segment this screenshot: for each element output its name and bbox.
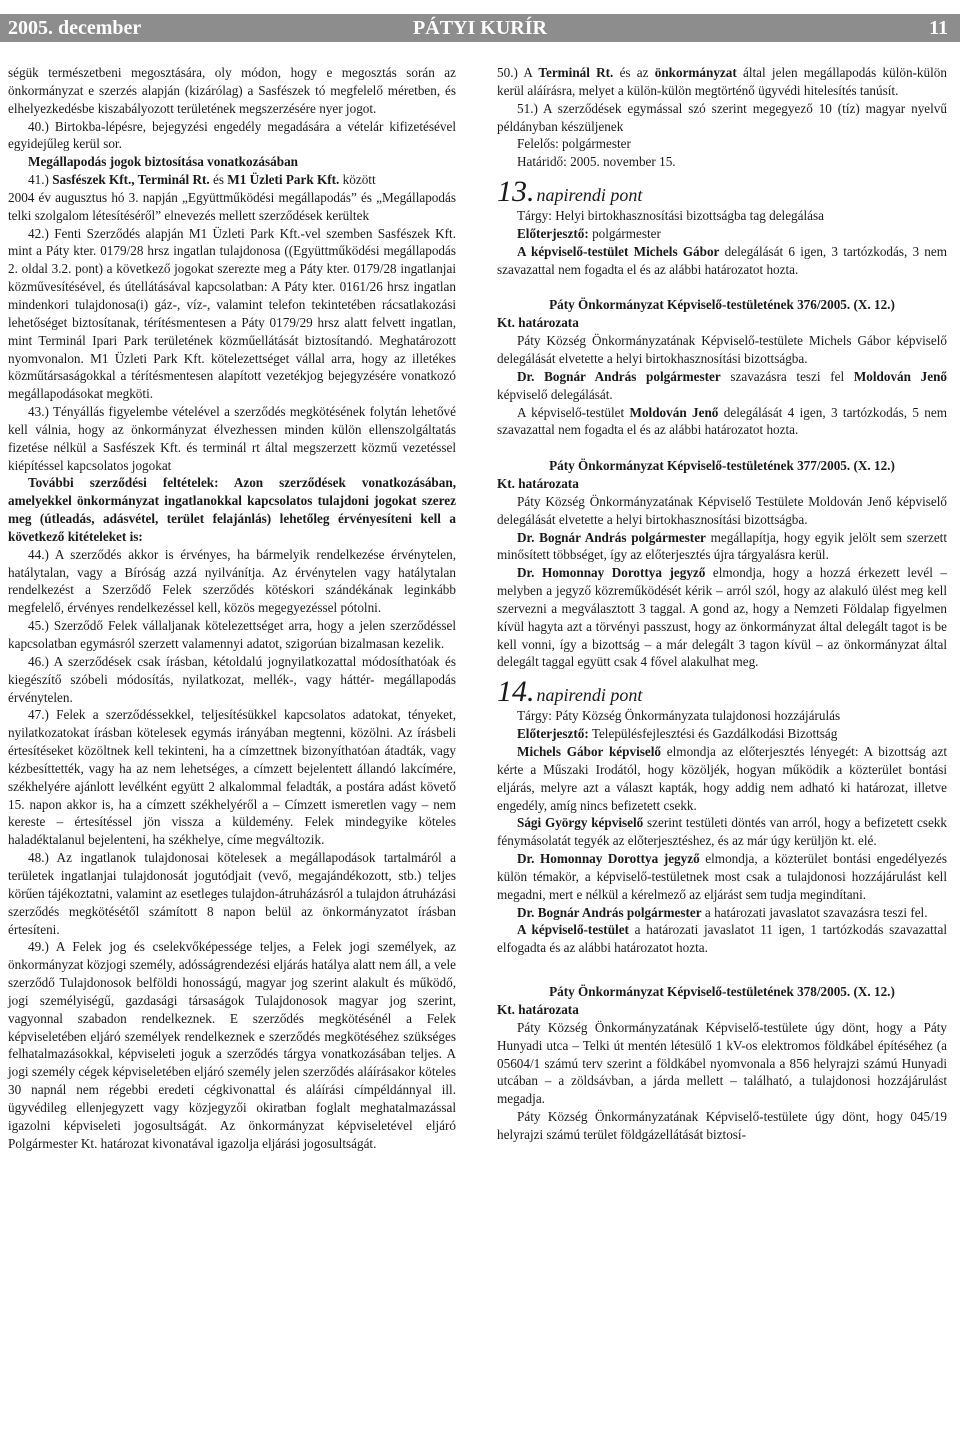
paragraph: 46.) A szerződések csak írásban, kétoldalú jognyilatkozattal módosíthatóak és kiegészítő szóbeli módosítás, nyilatkozat, mellék-, vagy háttér- megállapodás érvénytelen. xyxy=(8,653,456,705)
paragraph: 40.) Birtokba-lépésre, bejegyzési engedély megadására a vételár kifizetésével egyidejűleg kerül sor. xyxy=(8,118,456,152)
agenda-heading xyxy=(497,177,947,207)
paragraph: 42.) Fenti Szerződés alapján M1 Üzleti Park Kft.-vel szemben Sasfészek Kft. mint a Páty kter. 0179/28 hrsz ingatlan tulajdonosa ((Együttműködési megállapodás 2. oldal 3.2. pont) a következő jogokat szerezte meg a Páty kter. 0179/28 ingatlanjai közművesítésével, és útellátásával kapcsolatban: A Páty kter. 0161/26 hrsz ingatlan mindenkori tulajdonosa(i) gáz-, víz-, valamint telefon tekintetében rácsatlakozási lehetőséget biztosítanak, térítésmentesen a Páty 0179/29 hrsz alatt felvett ingatlan, mint Terminál Ipari Park területének közműellátását biztosítandó. Meghatározott nyomvonalon. M1 Üzleti Park Kft. kötelezettséget vállal arra, hogy az illetékes közműtársaságokkal a térítésmentesen alapított vezetékjog bejegyzésére vonatkozó megállapodásokat megköti. xyxy=(8,225,456,402)
text-run: 41.) xyxy=(28,172,53,188)
paragraph: 51.) A szerződések egymással szó szerint megegyező 10 (tíz) magyar nyelvű példányban készüljenek xyxy=(497,100,947,134)
paragraph xyxy=(497,368,947,404)
paragraph: Tárgy: Páty Község Önkormányzata tulajdonosi hozzájárulás xyxy=(517,708,841,724)
agenda-label: napirendi pont xyxy=(536,185,643,206)
text-run: között xyxy=(339,172,376,188)
text-run: M1 Üzleti Park Kft. xyxy=(227,172,340,188)
text-run: elmondja az előterjesztés lényegét: A bizottság azt kérte a Műszaki Irodától, hogy közöljék, hogyan működik a közterület bontási eljárás, melyre azt a választ kapták, hogy addig nem adható ki határozat, illetve engedély, amíg nincs befizetett csekk. xyxy=(497,744,947,813)
paragraph xyxy=(497,225,947,243)
paragraph: Tárgy: Helyi birtokhasznosítási bizottságba tag delegálása xyxy=(517,208,825,224)
text-run: és xyxy=(209,172,228,188)
paragraph xyxy=(497,564,947,671)
paragraph: ségük természetbeni megosztására, oly módon, hogy e megosztás során az önkormányzat e szerzés alapján (kizárólag) a Sasfészek tó megfelelő méretben, és elhelyezkedésbe kiszabályozott területének megszerzésére nyer jogot. xyxy=(8,65,456,116)
page-number: 11 xyxy=(929,17,948,39)
agenda-heading xyxy=(497,677,947,707)
paragraph: 49.) A Felek jog és cselekvőképessége teljes, a Felek jogi személyek, az önkormányzat közjogi személy, adósságrendezési eljárás hatálya alatt nem áll, a vele szerződő Tulajdonosok belföldi honosságú, magyar jog szerint alakult és működő, jogi személyiségű, gazdasági társaságok Tulajdonosok magyar jog szerint, vagyonnal szabadon rendelkeznek. E szerződés megkötésénél a Felek képviseletében eljáró személyek rendelkeznek e szerződés megkötéséhez szükséges felhatalmazásokkal, képviseleti joguk a szerződés tárgya vonatkozásában teljes. A jogi személy cégek képviseletében eljáró személy jelen szerződés aláírásakor köteles 30 napnál nem régebbi eredeti cégkivonattal és aláírási címpéldánnyal ill. ügyvédileg ellenjegyzett vagy közjegyzői okiratban foglalt meghatalmazással igazolni képviseleti jogosultságát. Az önkormányzat képviseletével eljáró Polgármester Kt. határozat kivonatával igazolja eljárási jogosultságát. xyxy=(8,939,456,1151)
text-run: Michels Gábor képviselő xyxy=(517,744,661,759)
text-run: a határozati javaslatot szavazásra teszi fel. xyxy=(701,904,928,920)
paragraph xyxy=(8,171,456,189)
text-run: polgármester xyxy=(588,225,661,241)
text-run: Településfejlesztési és Gazdálkodási Bizottság xyxy=(588,726,838,742)
paragraph: Páty Község Önkormányzatának Képviselő-testülete Michels Gábor képviselő delegálását elvetette a helyi birtokhasznosítási bizottságba. xyxy=(497,333,947,366)
text-run: A képviselő-testület Michels Gábor xyxy=(517,243,720,259)
paragraph: 2004 év augusztus hó 3. napján „Együttműködési megállapodás” és „Megállapodás telki szolgalom létesítéséről” elnevezés mellett szerződések kerültek xyxy=(8,189,456,223)
text-run: delegálását 4 igen, 3 tartózkodás, 5 nem szavazattal nem fogadta el és az alábbi határozatot hozta. xyxy=(497,404,947,438)
text-run: képviselő delegálását. xyxy=(497,386,613,402)
paragraph xyxy=(497,904,947,922)
page-header xyxy=(0,0,960,44)
paragraph: Kt. határozata xyxy=(497,315,579,331)
text-run: Moldován Jenő xyxy=(629,404,719,420)
paragraph xyxy=(497,743,947,814)
paragraph: 45.) Szerződő Felek vállaljanak kötelezettséget arra, hogy a jelen szerződéssel kapcsolatban egymásról szerzett valamennyi adatot, szigorúan bizalmasan kezelik. xyxy=(8,618,456,651)
paragraph xyxy=(497,921,947,957)
paragraph: További szerződési feltételek: Azon szerződések vonatkozásában, amelyekkel önkormányzat ingatlanokkal kapcsolatos tulajdoni jogokat szerez meg (útleadás, adásvétel, terület felajánlás) lehetőleg érvényesíteni kell a következő kitételeket is: xyxy=(8,475,456,544)
text-run: Dr. Homonnay Dorottya jegyző xyxy=(517,851,700,867)
paragraph xyxy=(497,529,947,565)
right-column xyxy=(497,64,947,1144)
spacer xyxy=(497,957,947,983)
text-run: Előterjesztő: xyxy=(517,225,589,241)
text-run: delegálását 6 igen, 3 tartózkodás, 3 nem szavazattal nem fogadta el és az alábbi határozatot hozta. xyxy=(497,243,947,277)
paragraph xyxy=(497,243,947,279)
paragraph: Páty Önkormányzat Képviselő-testületének 376/2005. (X. 12.) xyxy=(549,297,895,313)
text-run: megállapítja, hogy egyik jelölt sem szerzett minősített többséget, így az előterjesztés újra tárgyalásra kerül. xyxy=(497,529,947,563)
text-run: szerint testületi döntés van arról, hogy a befizetett csekk fénymásolatát tegyék az előterjesztéshez, és az már úgy kerüljön kt. elé. xyxy=(497,815,947,849)
paragraph: 48.) Az ingatlanok tulajdonosai kötelesek a megállapodások tartalmáról a területek ingatlanjai tulajdonosát jogutódjait (vevő, megajándékozott, stb.) teljes körűen tájékoztatni, valamint az esetleges tulajdon-átruházásról a tulajdon átruházási szerződés megkötésétől számított 8 napon belül az önkormányzatot írásban értesíteni. xyxy=(8,850,456,937)
text-run: által jelen megállapodás külön-külön kerül aláírásra, melyet a külön-külön megtörténő ügyvédi hitelesítés tanúsít. xyxy=(497,65,947,98)
spacer xyxy=(497,278,947,296)
text-run: Előterjesztő: xyxy=(517,726,589,742)
text-run: Dr. Bognár András polgármester xyxy=(517,368,721,384)
text-run: A képviselő-testület xyxy=(517,922,629,938)
paragraph xyxy=(497,850,947,904)
text-run: Dr. Homonnay Dorottya jegyző xyxy=(517,565,706,581)
left-column xyxy=(8,64,456,1152)
text-run: Sasfészek Kft., Terminál Rt. xyxy=(52,172,210,188)
text-run: a határozati javaslatot 11 igen, 1 tartózkodás szavazattal elfogadta és az alábbi határozatot hozta. xyxy=(497,922,947,956)
paragraph: 44.) A szerződés akkor is érvényes, ha bármelyik rendelkezése érvénytelen, hatálytalan, vagy a Bíróság azzá nyilvánítja. Az érvénytelen vagy hatálytalan rendelkezést a Szerződő Felek szerződés kötéskori szándékának leginkább megfelelő, érvényes rendelkezéssel kell, közös megegyezéssel pótolni. xyxy=(8,546,456,616)
spacer xyxy=(497,439,947,457)
agenda-number: 14. xyxy=(497,675,535,709)
text-run: elmondja, hogy a hozzá érkezett levél – melyben a jegyző közreműködését kérik – arról szól, hogy az alakuló ülést meg kell szervezni a megválasztott 3 taggal. A gond az, hogy a Nemzeti Földalap figyelmen kívül hagyta azt a törvényi passzust, hogy az önkormányzat által delegált tagot is be kell vonni, így a bizottság – a már delegált 3 tagon kívül – az önkormányzat által delegált taggal együtt csak 4 fővel alakulhat meg. xyxy=(497,565,947,670)
text-run: elmondja, a közterület bontási engedélyezés külön témakör, a képviselő-testületnek most csak a tulajdonosi hozzájárulást kell megadni, mert e nélkül a kérelmező az eljárást sem tudja megindítani. xyxy=(497,851,947,902)
paragraph: Páty Önkormányzat Képviselő-testületének 377/2005. (X. 12.) xyxy=(549,458,895,474)
paragraph: Határidő: 2005. november 15. xyxy=(517,154,676,170)
agenda-label: napirendi pont xyxy=(536,685,643,706)
paragraph: Páty Önkormányzat Képviselő-testületének 378/2005. (X. 12.) xyxy=(549,984,895,1000)
paragraph: Kt. határozata xyxy=(497,1001,579,1017)
text-run: A képviselő-testület xyxy=(517,404,630,420)
paragraph xyxy=(497,64,947,100)
paragraph xyxy=(497,814,947,850)
text-run: Moldován Jenő xyxy=(853,368,948,384)
issue-date: 2005. december xyxy=(8,17,142,39)
paragraph: Páty Község Önkormányzatának Képviselő-testülete úgy dönt, hogy 045/19 helyrajzi számú terület földgázellátását biztosí- xyxy=(497,1109,947,1142)
text-run: szavazásra teszi fel xyxy=(720,368,854,384)
text-run: és az xyxy=(613,65,655,80)
paragraph: Megállapodás jogok biztosítása vonatkozásában xyxy=(28,154,299,170)
paragraph: 43.) Tényállás figyelembe vételével a szerződés megkötésének folytán lehetővé kell válnia, hogy az önkormányzat élvezhessen minden külön ellenszolgáltatás fizetése nélkül a Sasfészek Kft. és terminál rt által megszerzett közmű vezetéssel kiépítéssel kapcsolatos jogokat xyxy=(8,404,456,473)
paragraph xyxy=(497,725,947,743)
text-run: önkormányzat xyxy=(654,65,737,80)
agenda-number: 13. xyxy=(497,175,535,209)
paragraph: Felelős: polgármester xyxy=(517,136,631,152)
text-run: Terminál Rt. xyxy=(538,65,614,80)
paragraph: Páty Község Önkormányzatának Képviselő Testülete Moldován Jenő képviselő delegálását elvetette a helyi birtokhasznosítási bizottságba. xyxy=(497,493,947,527)
paragraph: Kt. határozata xyxy=(497,476,579,492)
text-run: 50.) A xyxy=(497,65,539,80)
paragraph xyxy=(497,404,947,440)
newspaper-title: PÁTYI KURÍR xyxy=(413,17,547,39)
text-run: Dr. Bognár András polgármester xyxy=(517,904,702,920)
paragraph: 47.) Felek a szerződéssekkel, teljesítésükkel kapcsolatos adatokat, tényeket, nyilatkozatokat írásban kötelesek egymás irányában megtenni, közölni. Az írásbeli értesítéseket közöltnek kell tekinteni, ha a címzettnek bizonyíthatóan átadták, vagy kézbesíttették, vagy ha az nem lehetséges, a címzett bejelentett állandó lakcímére, székhelyére ajánlott levélként együtt 2 alkalommal feladták, a postára adást követő 15. napon akkor is, ha a címzett székhelyéről a – Címzett ismeretlen vagy – nem kereste – értesítéssel jön vissza a küldemény. Felek mindegyike köteles haladéktalanul bejelenteni, ha székhelye, címe megváltozik. xyxy=(8,707,456,848)
text-run: Dr. Bognár András polgármester xyxy=(517,529,706,545)
text-run: Sági György képviselő xyxy=(517,815,644,831)
paragraph: Páty Község Önkormányzatának Képviselő-testülete úgy dönt, hogy a Páty Hunyadi utca – Telki út mentén létesülő 1 kV-os elektromos földkábel építéséhez (a 05604/1 számú terv szerint a földkábel nyomvonala a 856 helyrajzi számú Hunyadi utcában – a zöldsávban, a járda mellett – található, a tulajdonosi hozzájárulást megadja. xyxy=(497,1019,947,1107)
